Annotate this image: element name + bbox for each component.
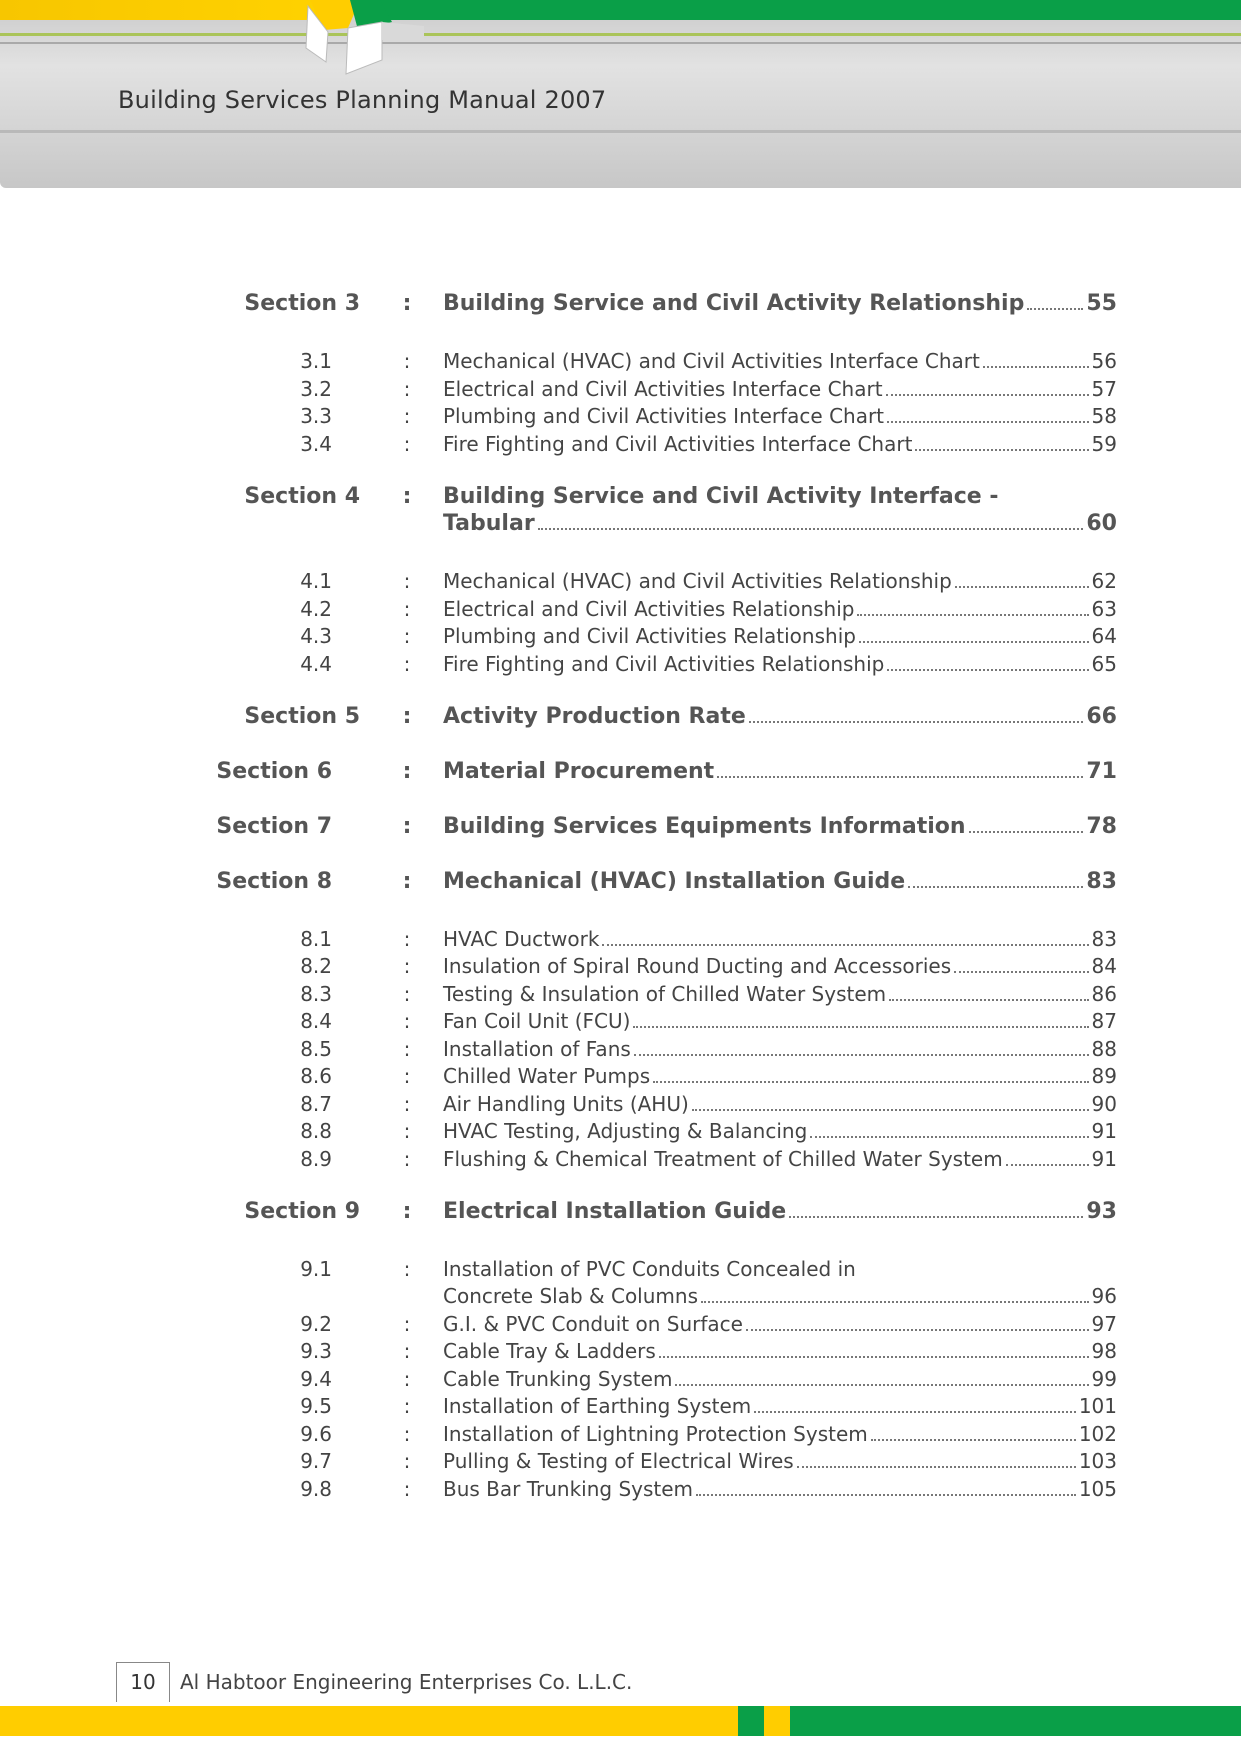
subsection-title: G.I. & PVC Conduit on Surface: [443, 1312, 743, 1336]
separator: :: [402, 484, 412, 509]
page-number: 10: [130, 1670, 156, 1694]
separator: :: [403, 982, 411, 1006]
toc-entry: [443, 704, 1117, 729]
toc-subsection-row[interactable]: [0, 954, 1241, 984]
footer-yellow-band: [764, 1706, 790, 1736]
toc-section-row[interactable]: [0, 1199, 1241, 1229]
toc-subsection-row[interactable]: [0, 982, 1241, 1012]
separator: :: [403, 1147, 411, 1171]
separator: :: [403, 404, 411, 428]
leader-dots: [653, 1080, 1088, 1083]
subsection-number: 8.3: [300, 982, 332, 1006]
page-ref: 91: [1091, 1147, 1117, 1171]
toc-entry: [443, 652, 1117, 676]
separator: :: [403, 1449, 411, 1473]
toc-entry: [443, 1092, 1117, 1116]
subsection-number: 3.4: [300, 432, 332, 456]
page-ref: 101: [1078, 1394, 1117, 1418]
toc-subsection-row[interactable]: [0, 652, 1241, 682]
page-ref: 87: [1091, 1009, 1117, 1033]
leader-dots: [1027, 307, 1083, 310]
toc-section-row[interactable]: [0, 704, 1241, 734]
subsection-title: Fan Coil Unit (FCU): [443, 1009, 631, 1033]
separator: :: [403, 597, 411, 621]
subsection-number: 8.1: [300, 927, 332, 951]
subsection-number: 8.9: [300, 1147, 332, 1171]
toc-subsection-row[interactable]: [0, 404, 1241, 434]
toc-entry: [443, 869, 1117, 894]
subsection-number: 3.3: [300, 404, 332, 428]
section-number: Section 7: [216, 814, 332, 839]
toc-entry: [443, 1147, 1117, 1171]
page-ref: 99: [1091, 1367, 1117, 1391]
toc-entry: [443, 1312, 1117, 1336]
subsection-number: 3.1: [300, 349, 332, 373]
subsection-title: Installation of Fans: [443, 1037, 631, 1061]
section-title: Activity Production Rate: [443, 704, 746, 729]
leader-dots: [746, 1328, 1089, 1331]
toc-entry: [443, 349, 1117, 373]
leader-dots: [969, 830, 1084, 833]
toc-entry: [443, 954, 1117, 978]
leader-dots: [859, 640, 1089, 643]
section-title-continued: Tabular: [443, 511, 535, 536]
separator: :: [403, 432, 411, 456]
separator: :: [403, 569, 411, 593]
page-ref: 93: [1086, 1199, 1117, 1224]
toc-subsection-row[interactable]: [0, 1312, 1241, 1342]
section-number: Section 3: [244, 291, 360, 316]
subsection-title: Plumbing and Civil Activities Interface Chart: [443, 404, 885, 428]
leader-dots: [538, 527, 1084, 530]
separator: :: [403, 1092, 411, 1116]
page-ref: 78: [1086, 814, 1117, 839]
separator: :: [402, 1199, 412, 1224]
separator: :: [403, 1257, 411, 1281]
toc-entry: [443, 1449, 1117, 1473]
separator: :: [402, 869, 412, 894]
subsection-title: Electrical and Civil Activities Relationship: [443, 597, 855, 621]
subsection-number: 9.2: [300, 1312, 332, 1336]
section-title: Mechanical (HVAC) Installation Guide: [443, 869, 906, 894]
page-ref: 84: [1091, 954, 1117, 978]
toc-section-row[interactable]: [0, 869, 1241, 899]
page-ref: 59: [1091, 432, 1117, 456]
footer-yellow-band: [0, 1706, 738, 1736]
subsection-number: 4.4: [300, 652, 332, 676]
toc-entry: [443, 511, 1117, 536]
toc-subsection-row[interactable]: [0, 1092, 1241, 1122]
toc-entry: [443, 1037, 1117, 1061]
toc-entry: [443, 1119, 1117, 1143]
separator: :: [403, 1477, 411, 1501]
leader-dots: [954, 970, 1088, 973]
page-ref: 65: [1091, 652, 1117, 676]
subsection-title: Plumbing and Civil Activities Relationship: [443, 624, 856, 648]
toc-subsection-row[interactable]: [0, 1257, 1241, 1287]
separator: :: [402, 759, 412, 784]
subsection-title-continued: Concrete Slab & Columns: [443, 1284, 698, 1308]
separator: :: [403, 652, 411, 676]
section-title: Building Service and Civil Activity Interface -: [443, 484, 999, 509]
subsection-number: 8.8: [300, 1119, 332, 1143]
toc-subsection-row[interactable]: [0, 377, 1241, 407]
toc-subsection-row[interactable]: [0, 597, 1241, 627]
page-ref: 64: [1091, 624, 1117, 648]
subsection-title: Air Handling Units (AHU): [443, 1092, 689, 1116]
page-ref: 63: [1091, 597, 1117, 621]
subsection-title: Flushing & Chemical Treatment of Chilled Water System: [443, 1147, 1003, 1171]
toc-entry: [443, 377, 1117, 401]
section-title: Building Service and Civil Activity Relationship: [443, 291, 1025, 316]
page-ref: 66: [1086, 704, 1117, 729]
leader-dots: [889, 998, 1088, 1001]
page-ref: 103: [1078, 1449, 1117, 1473]
toc-subsection-row[interactable]: [0, 927, 1241, 957]
toc-entry: [443, 1367, 1117, 1391]
section-title: Building Services Equipments Information: [443, 814, 966, 839]
toc-entry: [443, 759, 1117, 784]
leader-dots: [955, 585, 1089, 588]
toc-entry: [443, 927, 1117, 951]
toc-section-row-continued[interactable]: [0, 511, 1241, 541]
toc-subsection-row-continued[interactable]: [0, 1284, 1241, 1314]
subsection-number: 4.3: [300, 624, 332, 648]
page-ref: 96: [1091, 1284, 1117, 1308]
page-ref: 83: [1091, 927, 1117, 951]
leader-dots: [634, 1053, 1089, 1056]
toc-entry: [443, 1064, 1117, 1088]
toc-subsection-row[interactable]: [0, 1064, 1241, 1094]
separator: :: [403, 1312, 411, 1336]
subsection-number: 9.7: [300, 1449, 332, 1473]
page-ref: 98: [1091, 1339, 1117, 1363]
separator: :: [402, 704, 412, 729]
toc-entry: [443, 1009, 1117, 1033]
toc-section-row[interactable]: [0, 814, 1241, 844]
subsection-number: 8.6: [300, 1064, 332, 1088]
subsection-title: Fire Fighting and Civil Activities Relationship: [443, 652, 885, 676]
toc-subsection-row[interactable]: [0, 1422, 1241, 1452]
page-ref: 89: [1091, 1064, 1117, 1088]
toc-subsection-row[interactable]: [0, 432, 1241, 462]
separator: :: [403, 954, 411, 978]
separator: :: [403, 1339, 411, 1363]
footer-green-band: [790, 1706, 1241, 1736]
leader-dots: [692, 1108, 1089, 1111]
subsection-title: Bus Bar Trunking System: [443, 1477, 694, 1501]
subsection-number: 8.7: [300, 1092, 332, 1116]
subsection-number: 9.1: [300, 1257, 332, 1281]
toc-entry: [443, 982, 1117, 1006]
subsection-number: 8.5: [300, 1037, 332, 1061]
leader-dots: [857, 613, 1088, 616]
subsection-number: 9.3: [300, 1339, 332, 1363]
toc-entry: [443, 597, 1117, 621]
separator: :: [403, 1394, 411, 1418]
page-ref: 58: [1091, 404, 1117, 428]
page-ref: 71: [1086, 759, 1117, 784]
subsection-number: 9.6: [300, 1422, 332, 1446]
leader-dots: [886, 393, 1089, 396]
subsection-number: 8.2: [300, 954, 332, 978]
page-ref: 90: [1091, 1092, 1117, 1116]
separator: :: [403, 377, 411, 401]
leader-dots: [887, 668, 1088, 671]
toc-entry: [443, 1339, 1117, 1363]
toc-subsection-row[interactable]: [0, 1009, 1241, 1039]
leader-dots: [789, 1215, 1083, 1218]
leader-dots: [659, 1355, 1089, 1358]
page-ref: 102: [1078, 1422, 1117, 1446]
toc-entry: [443, 1477, 1117, 1501]
page-ref: 97: [1091, 1312, 1117, 1336]
leader-dots: [1006, 1163, 1089, 1166]
subsection-title: Mechanical (HVAC) and Civil Activities Relationship: [443, 569, 952, 593]
footer-green-band: [738, 1706, 764, 1736]
subsection-title: Electrical and Civil Activities Interface Chart: [443, 377, 883, 401]
page-ref: 62: [1091, 569, 1117, 593]
subsection-number: 9.8: [300, 1477, 332, 1501]
toc-subsection-row[interactable]: [0, 349, 1241, 379]
toc-subsection-row[interactable]: [0, 1147, 1241, 1177]
section-number: Section 9: [244, 1199, 360, 1224]
subsection-title: Cable Trunking System: [443, 1367, 673, 1391]
section-number: Section 4: [244, 484, 360, 509]
leader-dots: [717, 775, 1083, 778]
separator: :: [402, 291, 412, 316]
page-ref: 60: [1086, 511, 1117, 536]
toc-subsection-row[interactable]: [0, 1477, 1241, 1507]
company-name: Al Habtoor Engineering Enterprises Co. L.L.C.: [180, 1670, 633, 1694]
leader-dots: [983, 365, 1089, 368]
subsection-title: Testing & Insulation of Chilled Water System: [443, 982, 887, 1006]
separator: :: [403, 1367, 411, 1391]
subsection-title: Cable Tray & Ladders: [443, 1339, 656, 1363]
toc-entry: [443, 814, 1117, 839]
toc-subsection-row[interactable]: [0, 1339, 1241, 1369]
toc-entry: [443, 569, 1117, 593]
toc-section-row[interactable]: [0, 759, 1241, 789]
subsection-title: Installation of Earthing System: [443, 1394, 752, 1418]
toc-entry: [443, 1422, 1117, 1446]
subsection-number: 9.4: [300, 1367, 332, 1391]
leader-dots: [675, 1383, 1088, 1386]
section-number: Section 8: [216, 869, 332, 894]
subsection-title: HVAC Testing, Adjusting & Balancing: [443, 1119, 808, 1143]
toc-entry: [443, 1284, 1117, 1308]
section-number: Section 5: [244, 704, 360, 729]
toc-subsection-row[interactable]: [0, 624, 1241, 654]
leader-dots: [797, 1465, 1076, 1468]
separator: :: [403, 349, 411, 373]
toc-entry: [443, 1394, 1117, 1418]
toc-subsection-row[interactable]: [0, 1367, 1241, 1397]
toc-subsection-row[interactable]: [0, 1037, 1241, 1067]
toc-subsection-row[interactable]: [0, 1119, 1241, 1149]
toc-subsection-row[interactable]: [0, 569, 1241, 599]
section-number: Section 6: [216, 759, 332, 784]
section-title: Electrical Installation Guide: [443, 1199, 787, 1224]
leader-dots: [887, 420, 1089, 423]
toc-entry: [443, 291, 1117, 316]
subsection-number: 4.2: [300, 597, 332, 621]
separator: :: [403, 1119, 411, 1143]
page-ref: 56: [1091, 349, 1117, 373]
toc-section-row[interactable]: [0, 484, 1241, 514]
page-ref: 105: [1078, 1477, 1117, 1501]
page-ref: 83: [1086, 869, 1117, 894]
document-title: Building Services Planning Manual 2007: [118, 86, 607, 114]
toc-entry: [443, 624, 1117, 648]
separator: :: [402, 814, 412, 839]
leader-dots: [908, 885, 1083, 888]
page-ref: 55: [1086, 291, 1117, 316]
leader-dots: [749, 720, 1084, 723]
subsection-title: Chilled Water Pumps: [443, 1064, 651, 1088]
page-ref: 88: [1091, 1037, 1117, 1061]
subsection-title: Installation of PVC Conduits Concealed in: [443, 1257, 856, 1281]
leader-dots: [810, 1135, 1088, 1138]
subsection-title: HVAC Ductwork: [443, 927, 600, 951]
subsection-title: Insulation of Spiral Round Ducting and Accessories: [443, 954, 952, 978]
toc-section-row[interactable]: [0, 291, 1241, 321]
subsection-title: Installation of Lightning Protection System: [443, 1422, 868, 1446]
subsection-title: Pulling & Testing of Electrical Wires: [443, 1449, 794, 1473]
subsection-title: Fire Fighting and Civil Activities Interface Chart: [443, 432, 913, 456]
page-ref: 86: [1091, 982, 1117, 1006]
subsection-number: 4.1: [300, 569, 332, 593]
leader-dots: [915, 448, 1088, 451]
separator: :: [403, 1009, 411, 1033]
separator: :: [403, 927, 411, 951]
leader-dots: [602, 943, 1088, 946]
toc-subsection-row[interactable]: [0, 1394, 1241, 1424]
subsection-number: 9.5: [300, 1394, 332, 1418]
page-ref: 57: [1091, 377, 1117, 401]
page-ref: 91: [1091, 1119, 1117, 1143]
toc-entry: [443, 1199, 1117, 1224]
leader-dots: [701, 1300, 1089, 1303]
leader-dots: [871, 1438, 1076, 1441]
subsection-number: 3.2: [300, 377, 332, 401]
leader-dots: [754, 1410, 1076, 1413]
separator: :: [403, 624, 411, 648]
section-title: Material Procurement: [443, 759, 715, 784]
toc-entry: [443, 404, 1117, 428]
leader-dots: [696, 1493, 1076, 1496]
separator: :: [403, 1422, 411, 1446]
separator: :: [403, 1037, 411, 1061]
subsection-number: 8.4: [300, 1009, 332, 1033]
toc-subsection-row[interactable]: [0, 1449, 1241, 1479]
separator: :: [403, 1064, 411, 1088]
subsection-title: Mechanical (HVAC) and Civil Activities Interface Chart: [443, 349, 980, 373]
toc-entry: [443, 432, 1117, 456]
leader-dots: [633, 1025, 1088, 1028]
